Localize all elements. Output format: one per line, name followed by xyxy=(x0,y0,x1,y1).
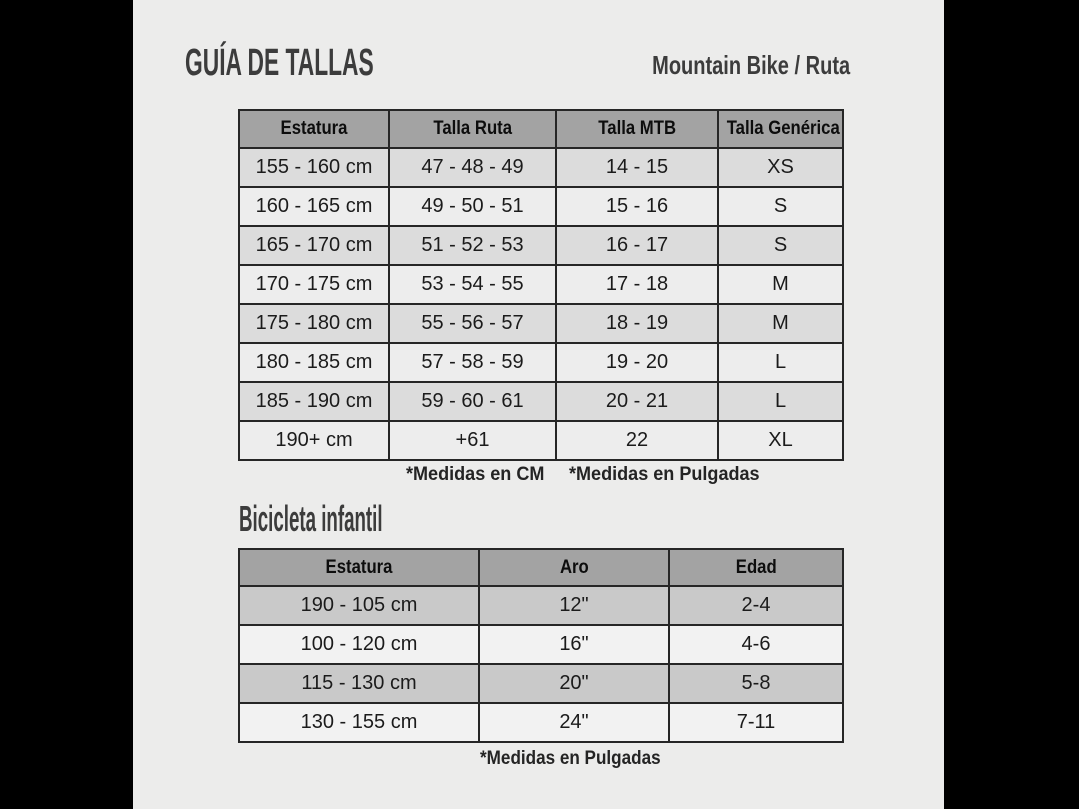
table-cell-talla-ruta: 49 - 50 - 51 xyxy=(389,187,556,226)
table-cell-talla-mtb: 16 - 17 xyxy=(556,226,718,265)
column-header-talla-mtb xyxy=(556,110,718,148)
column-header-estatura xyxy=(239,549,479,586)
table-cell-talla-ruta: 47 - 48 - 49 xyxy=(389,148,556,187)
column-header-label: Talla Genérica xyxy=(726,118,840,139)
table-cell-estatura: 180 - 185 cm xyxy=(239,343,389,382)
table-cell-estatura: 190+ cm xyxy=(239,421,389,460)
table-row xyxy=(239,304,843,343)
column-header-label: Aro xyxy=(559,556,589,578)
table-cell-aro: 16" xyxy=(479,625,669,664)
table-cell-talla-generica: M xyxy=(718,304,843,343)
column-header-label: Estatura xyxy=(325,556,393,578)
table-row xyxy=(239,421,843,460)
page-title: GUÍA DE TALLAS xyxy=(185,42,374,84)
table-cell-estatura: 165 - 170 cm xyxy=(239,226,389,265)
footnote-inches: *Medidas en Pulgadas xyxy=(568,464,760,485)
size-table-adult xyxy=(238,109,844,461)
table-cell-aro: 24" xyxy=(479,703,669,742)
table-cell-estatura: 175 - 180 cm xyxy=(239,304,389,343)
column-header-label: Edad xyxy=(735,556,777,578)
table-cell-talla-ruta: 57 - 58 - 59 xyxy=(389,343,556,382)
table-cell-talla-mtb: 17 - 18 xyxy=(556,265,718,304)
table-cell-talla-ruta: 55 - 56 - 57 xyxy=(389,304,556,343)
table-cell-talla-mtb: 14 - 15 xyxy=(556,148,718,187)
table-cell-estatura: 185 - 190 cm xyxy=(239,382,389,421)
table-cell-edad: 7-11 xyxy=(669,703,843,742)
table-cell-talla-mtb: 20 - 21 xyxy=(556,382,718,421)
table-cell-edad: 2-4 xyxy=(669,586,843,625)
table-cell-talla-mtb: 22 xyxy=(556,421,718,460)
column-header-talla-generica xyxy=(718,110,843,148)
page-subtitle: Mountain Bike / Ruta xyxy=(652,50,850,80)
size-table-kids xyxy=(238,548,844,743)
table-cell-talla-generica: XS xyxy=(718,148,843,187)
table-cell-talla-generica: M xyxy=(718,265,843,304)
table-cell-edad: 4-6 xyxy=(669,625,843,664)
table-cell-talla-generica: L xyxy=(718,343,843,382)
column-header-label: Estatura xyxy=(280,118,348,139)
table-cell-talla-ruta: 53 - 54 - 55 xyxy=(389,265,556,304)
kids-table-footnote-row xyxy=(238,748,842,770)
table-row xyxy=(239,343,843,382)
left-letterbox xyxy=(0,0,133,809)
kids-table-header-row xyxy=(239,549,843,586)
table-row xyxy=(239,148,843,187)
table-cell-talla-ruta: 59 - 60 - 61 xyxy=(389,382,556,421)
table-row xyxy=(239,703,843,742)
footnote-cm: *Medidas en CM xyxy=(406,464,545,485)
column-header-edad xyxy=(669,549,843,586)
table-row xyxy=(239,625,843,664)
table-cell-aro: 20" xyxy=(479,664,669,703)
table-cell-talla-ruta: 51 - 52 - 53 xyxy=(389,226,556,265)
table-cell-talla-mtb: 19 - 20 xyxy=(556,343,718,382)
table-cell-estatura: 190 - 105 cm xyxy=(239,586,479,625)
table-row xyxy=(239,664,843,703)
column-header-label: Talla MTB xyxy=(598,118,676,139)
table-cell-talla-ruta: +61 xyxy=(389,421,556,460)
column-header-label: Talla Ruta xyxy=(433,118,512,139)
footnote-inches-kids: *Medidas en Pulgadas xyxy=(479,748,661,769)
table-cell-edad: 5-8 xyxy=(669,664,843,703)
right-letterbox xyxy=(944,0,1079,809)
size-guide-canvas xyxy=(133,0,944,809)
table-cell-aro: 12" xyxy=(479,586,669,625)
table-cell-talla-mtb: 18 - 19 xyxy=(556,304,718,343)
table-row xyxy=(239,187,843,226)
column-header-estatura xyxy=(239,110,389,148)
table-cell-talla-generica: S xyxy=(718,187,843,226)
table-cell-estatura: 100 - 120 cm xyxy=(239,625,479,664)
table-cell-talla-mtb: 15 - 16 xyxy=(556,187,718,226)
table-row xyxy=(239,226,843,265)
table-cell-estatura: 130 - 155 cm xyxy=(239,703,479,742)
kids-section-title: Bicicleta infantil xyxy=(239,498,383,539)
adult-table-header-row xyxy=(239,110,843,148)
table-cell-talla-generica: XL xyxy=(718,421,843,460)
column-header-aro xyxy=(479,549,669,586)
table-cell-talla-generica: S xyxy=(718,226,843,265)
table-cell-estatura: 170 - 175 cm xyxy=(239,265,389,304)
table-row xyxy=(239,265,843,304)
table-cell-estatura: 155 - 160 cm xyxy=(239,148,389,187)
table-row xyxy=(239,382,843,421)
column-header-talla-ruta xyxy=(389,110,556,148)
table-row xyxy=(239,586,843,625)
table-cell-estatura: 115 - 130 cm xyxy=(239,664,479,703)
adult-table-footnotes xyxy=(406,464,769,486)
table-cell-talla-generica: L xyxy=(718,382,843,421)
table-cell-estatura: 160 - 165 cm xyxy=(239,187,389,226)
